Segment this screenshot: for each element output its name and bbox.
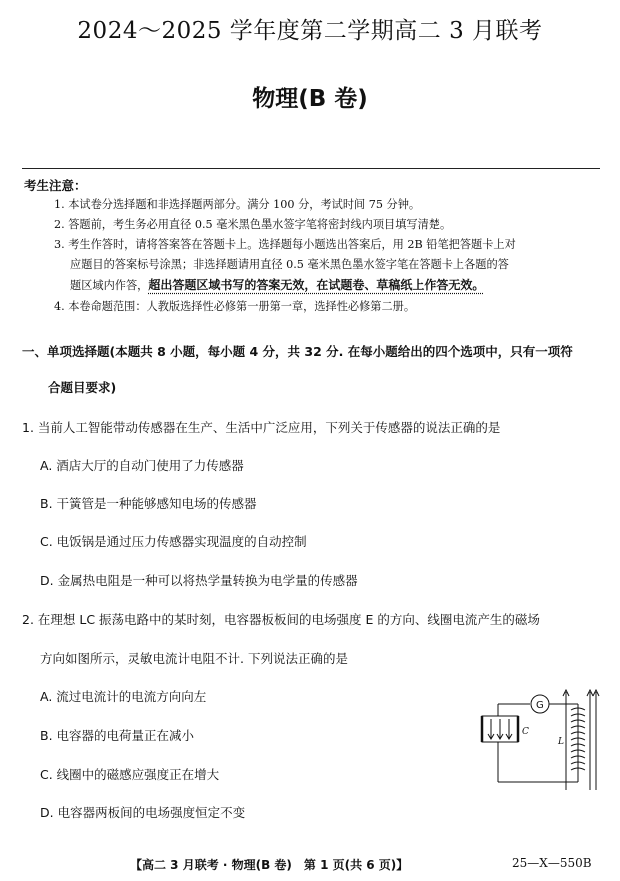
q1-option-c: C. 电饭锅是通过压力传感器实现温度的自动控制 [40,534,307,549]
section-heading: 一、单项选择题(本题共 8 小题，每小题 4 分，共 32 分. 在每小题给出的四个选项中，只有一项符 [22,344,573,359]
field-arrows-up [563,690,599,696]
header-divider [22,168,600,169]
q2-stem-line2: 方向如图所示，灵敏电流计电阻不计. 下列说法正确的是 [40,651,348,666]
notice-item-3-tail: 题区域内作答， [70,279,149,292]
notice-emphasis: 超出答题区域书写的答案无效，在试题卷、草稿纸上作答无效。 [148,278,485,292]
notice-item-3-end [70,276,484,293]
q2-option-c: C. 线圈中的磁感应强度正在增大 [40,767,220,782]
notice-item-3: 3. 考生作答时，请将答案答在答题卡上。选择题每小题选出答案后，用 2B 铅笔把答题卡上对 [54,238,516,251]
galvanometer-label: G [536,700,544,711]
notice-item-4: 4. 本卷命题范围：人教版选择性必修第一册第一章，选择性必修第二册。 [54,300,416,313]
notice-heading: 考生注意： [24,178,87,193]
exam-subtitle: 物理(B 卷) [252,86,368,112]
q2-stem-line1: 2. 在理想 LC 振荡电路中的某时刻，电容器板板间的电场强度 E 的方向、线圈电流产生的磁场 [22,612,540,627]
notice-item-3-cont: 应题目的答案标号涂黑；非选择题请用直径 0.5 毫米黑色墨水签字笔在答题卡上各题的答 [70,258,509,271]
q1-option-d: D. 金属热电阻是一种可以将热学量转换为电学量的传感器 [40,573,358,588]
lc-circuit-diagram [478,686,600,798]
inductor-label: L [558,737,564,747]
capacitor-label: C [522,727,529,737]
paper-code: 25—X—550B [512,856,592,870]
section-heading-cont: 合题目要求) [48,380,117,395]
exam-title: 2024～2025 学年度第二学期高二 3 月联考 [77,18,543,44]
q2-option-d: D. 电容器两板间的电场强度恒定不变 [40,805,246,820]
notice-item-1: 1. 本试卷分选择题和非选择题两部分。满分 100 分，考试时间 75 分钟。 [54,198,421,211]
notice-item-2: 2. 答题前，考生务必用直径 0.5 毫米黑色墨水签字笔将密封线内项目填写清楚。 [54,218,452,231]
q1-option-a: A. 酒店大厅的自动门使用了力传感器 [40,458,244,473]
q1-option-b: B. 干簧管是一种能够感知电场的传感器 [40,496,257,511]
q2-option-b: B. 电容器的电荷量正在减小 [40,728,195,743]
q2-option-a: A. 流过电流计的电流方向向左 [40,689,207,704]
page-footer: 【高二 3 月联考 · 物理(B 卷) 第 1 页(共 6 页)】 [130,858,409,872]
q1-stem: 1. 当前人工智能带动传感器在生产、生活中广泛应用，下列关于传感器的说法正确的是 [22,420,501,435]
